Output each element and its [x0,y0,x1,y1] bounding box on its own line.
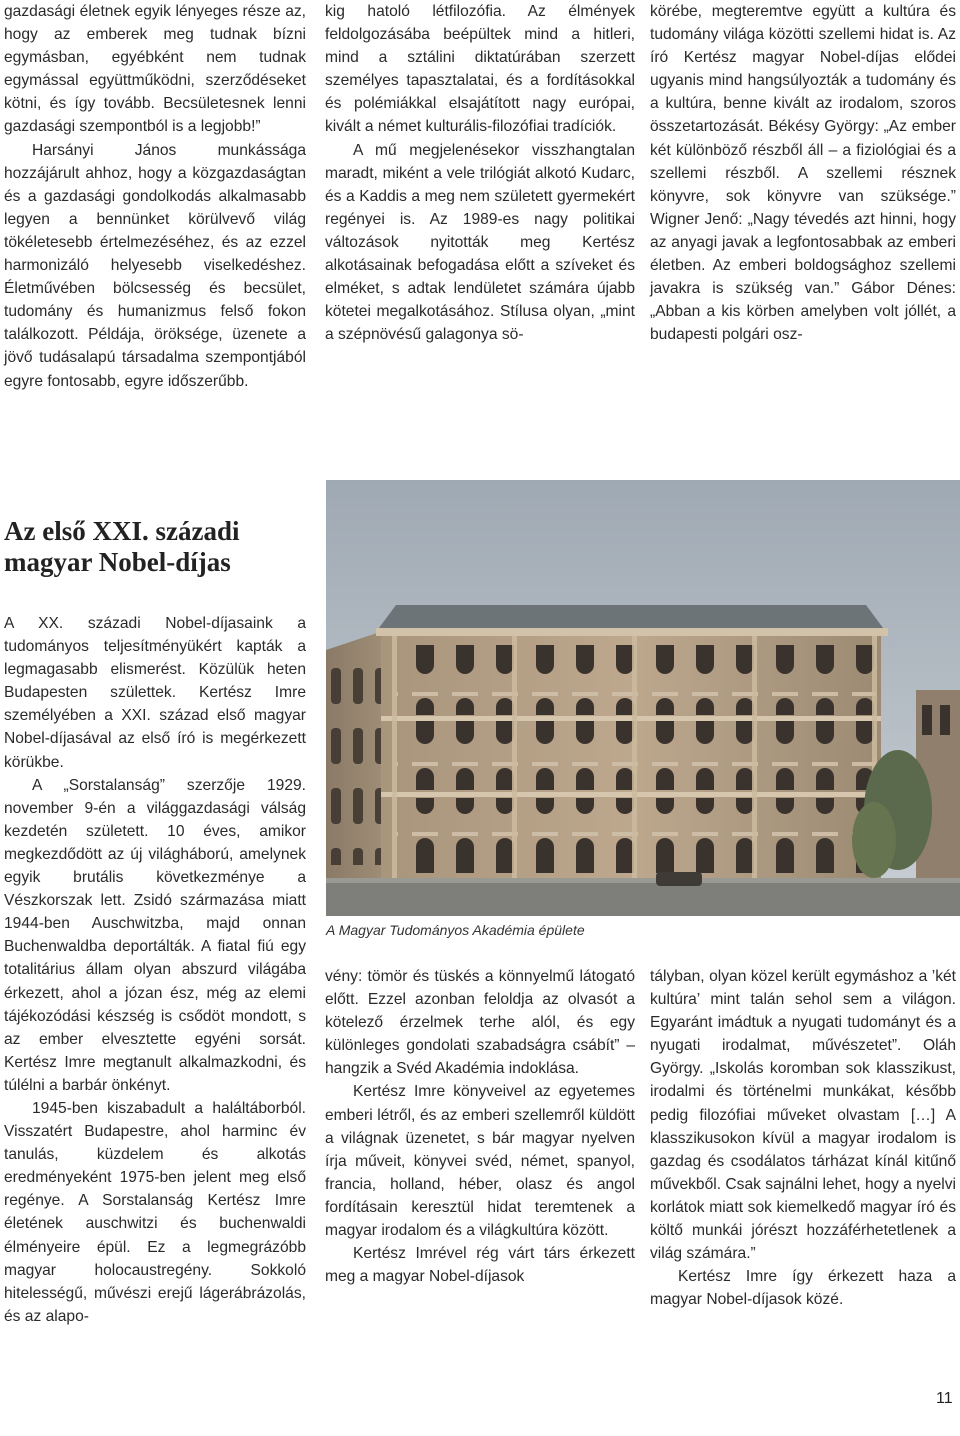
column-2-top [325,0,635,346]
paragraph: tályban, olyan közel került egymáshoz a ’két kultúra’ mint talán sehol sem a világon. Egyaránt imádtuk a nyugati tudományt és a nyugati irodalmat, művészetet”. Oláh György. „Iskolás koromban sok klasszikust, irodalmi és történelmi munkákat, később pedig filozófiai műveket olvastam […] A klasszikusokon kívül a magyar irodalom is gazdag és csodálatos tárházat kínál kitűnő művekből. Csak sajnálni lehet, hogy a nyelvi korlátok miatt sok kiemelkedő magyar író és költő munkái jórészt hozzáférhetetlenek a világ számára.” [650,968,956,1263]
page-number: 11 [936,1390,953,1407]
paragraph: Kertész Imre így érkezett haza a magyar Nobel-díjasok közé. [650,1268,956,1309]
paragraph: A XX. századi Nobel-díjasaink a tudományos teljesítményükért kapták a legmagasabb elismerést. Közülük heten Budapesten születtek. Kertész Imre személyében a XXI. század első magyar Nobel-díjasával az első író is megérkezett körükbe. [4,615,306,771]
paragraph: Harsányi János munkássága hozzájárult ahhoz, hogy a közgazdaságtan és a gazdasági gondolkodás alkalmasabb legyen a bennünket körülvevő világ tökéletesebb értelmezéséhez, és az ezzel harmonizáló helyesebb viselkedéshez. Életművében bölcsesség és becsület, tudomány és humanizmus felső fokon találkozott. Példája, öröksége, üzenete a jövő tudásalapú társadalma szempontjából egyre fontosabb, egyre időszerűbb. [4,141,306,390]
photo-caption: A Magyar Tudományos Akadémia épülete [326,922,585,938]
paragraph: gazdasági életnek egyik lényeges része az, hogy az emberek meg tudnak bízni egymásban, egyébként nem tudnak egymással együttműködni, szerződéseket kötni, és így tovább. Becsületesnek lenni gazdasági szempontból is a legjobb!” [4,3,306,136]
paragraph: Kertész Imrével rég várt társ érkezett meg a magyar Nobel-díjasok [325,1245,635,1286]
paragraph: körébe, megteremtve együtt a kultúra és tudomány világa közötti szellemi hidat is. Az író Kertész magyar Nobel-díjas elődei ugyanis mind hangsúlyozták a tudomány és a kultúra, benne kivált az irodalom, szoros összetartozását. Békésy György: „Az ember két különböző részből áll – a fiziológiai és a szellemi részből. A szellemi résznek könyvre, sok könyvre van szüksége.” Wigner Jenő: „Nagy tévedés azt hinni, hogy az anyagi javak a legfontosabbak az emberi életben. Az emberi boldogsághoz szellemi javakra is szükség van.” Gábor Dénes: „Abban a kis körben amelyben volt jóllét, a budapesti polgári osz- [650,3,956,344]
column-1-top [4,0,306,393]
paragraph: A „Sorstalanság” szerzője 1929. november 9-én a világgazdasági válság kezdetén született. 10 éves, amikor megkezdődött az új világháború, amelynek egyik brutális következménye a Vészkorszak lett. Zsidó származása miatt 1944-ben Auschwitzba, majd onnan Buchenwaldba deportálták. A fiatal fiú egy totalitárius állam olyan abszurd világába érkezett, ahol a józan ész, még az elemi tájékozódási készség is csődöt mondott, s az ember elvesztette egyéni sorsát. Kertész Imre megtanult alkalmazkodni, és túlélni a barbár önkényt. [4,776,306,1094]
paragraph: kig hatoló létfilozófia. Az élmények feldolgozásába beépültek mind a hitleri, mind a sztálini diktatúrában szerzett személyes tapasztalatai, és a fordításokkal és polémiákkal elsajátított nagy európai, kivált a német kulturális-filozófiai tradíciók. [325,3,635,136]
paragraph: Kertész Imre könyveivel az egyetemes emberi létről, és az emberi szellemről küldött a világnak üzenetet, s bár magyar nyelven írja műveit, könyvei svéd, német, spanyol, francia, holland, héber, olasz és angol fordításain keresztül hidat teremtenek a magyar irodalom és a világkultúra között. [325,1083,635,1240]
paragraph: 1945-ben kiszabadult a haláltáborból. Visszatért Budapestre, ahol harminc év tanulás, küzdelem és alkotás eredményeként 1975-ben jelent meg első regénye. A Sorstalanság Kertész Imre életének auschwitzi és buchenwaldi élményeire épül. Ez a legmegrázóbb magyar holocaustregény. Sokkoló hitelességű, művészi erejű lágerábrázolás, és az alapo- [4,1099,306,1325]
paragraph: A mű megjelenésekor visszhangtalan maradt, miként a vele trilógiát alkotó Kudarc, és a Kaddis a meg nem született gyermekért regényei is. Az 1989-es nagy politikai változások nyitották meg Kertész alkotásainak befogadása előtt a szíveket és elméket, s adtak lendületet számára újabb kötetei megalkotásához. Stílusa olyan, „mint a szépnövésű galagonya sö- [325,141,635,344]
paragraph: vény: tömör és tüskés a könnyelmű látogató előtt. Ezzel azonban feloldja az olvasót a kötelező érzelmek terhe alól, és egy különleges gondolati szabadságra csábít” – hangzik a Svéd Akadémia indoklása. [325,968,635,1078]
column-3-top [650,0,956,346]
column-1-bottom [4,612,306,1328]
column-3-bottom [650,965,956,1311]
section-heading: Az első XXI. századi magyar Nobel-díjas [4,516,240,577]
academy-building-photo [326,480,960,916]
column-2-bottom [325,965,635,1288]
